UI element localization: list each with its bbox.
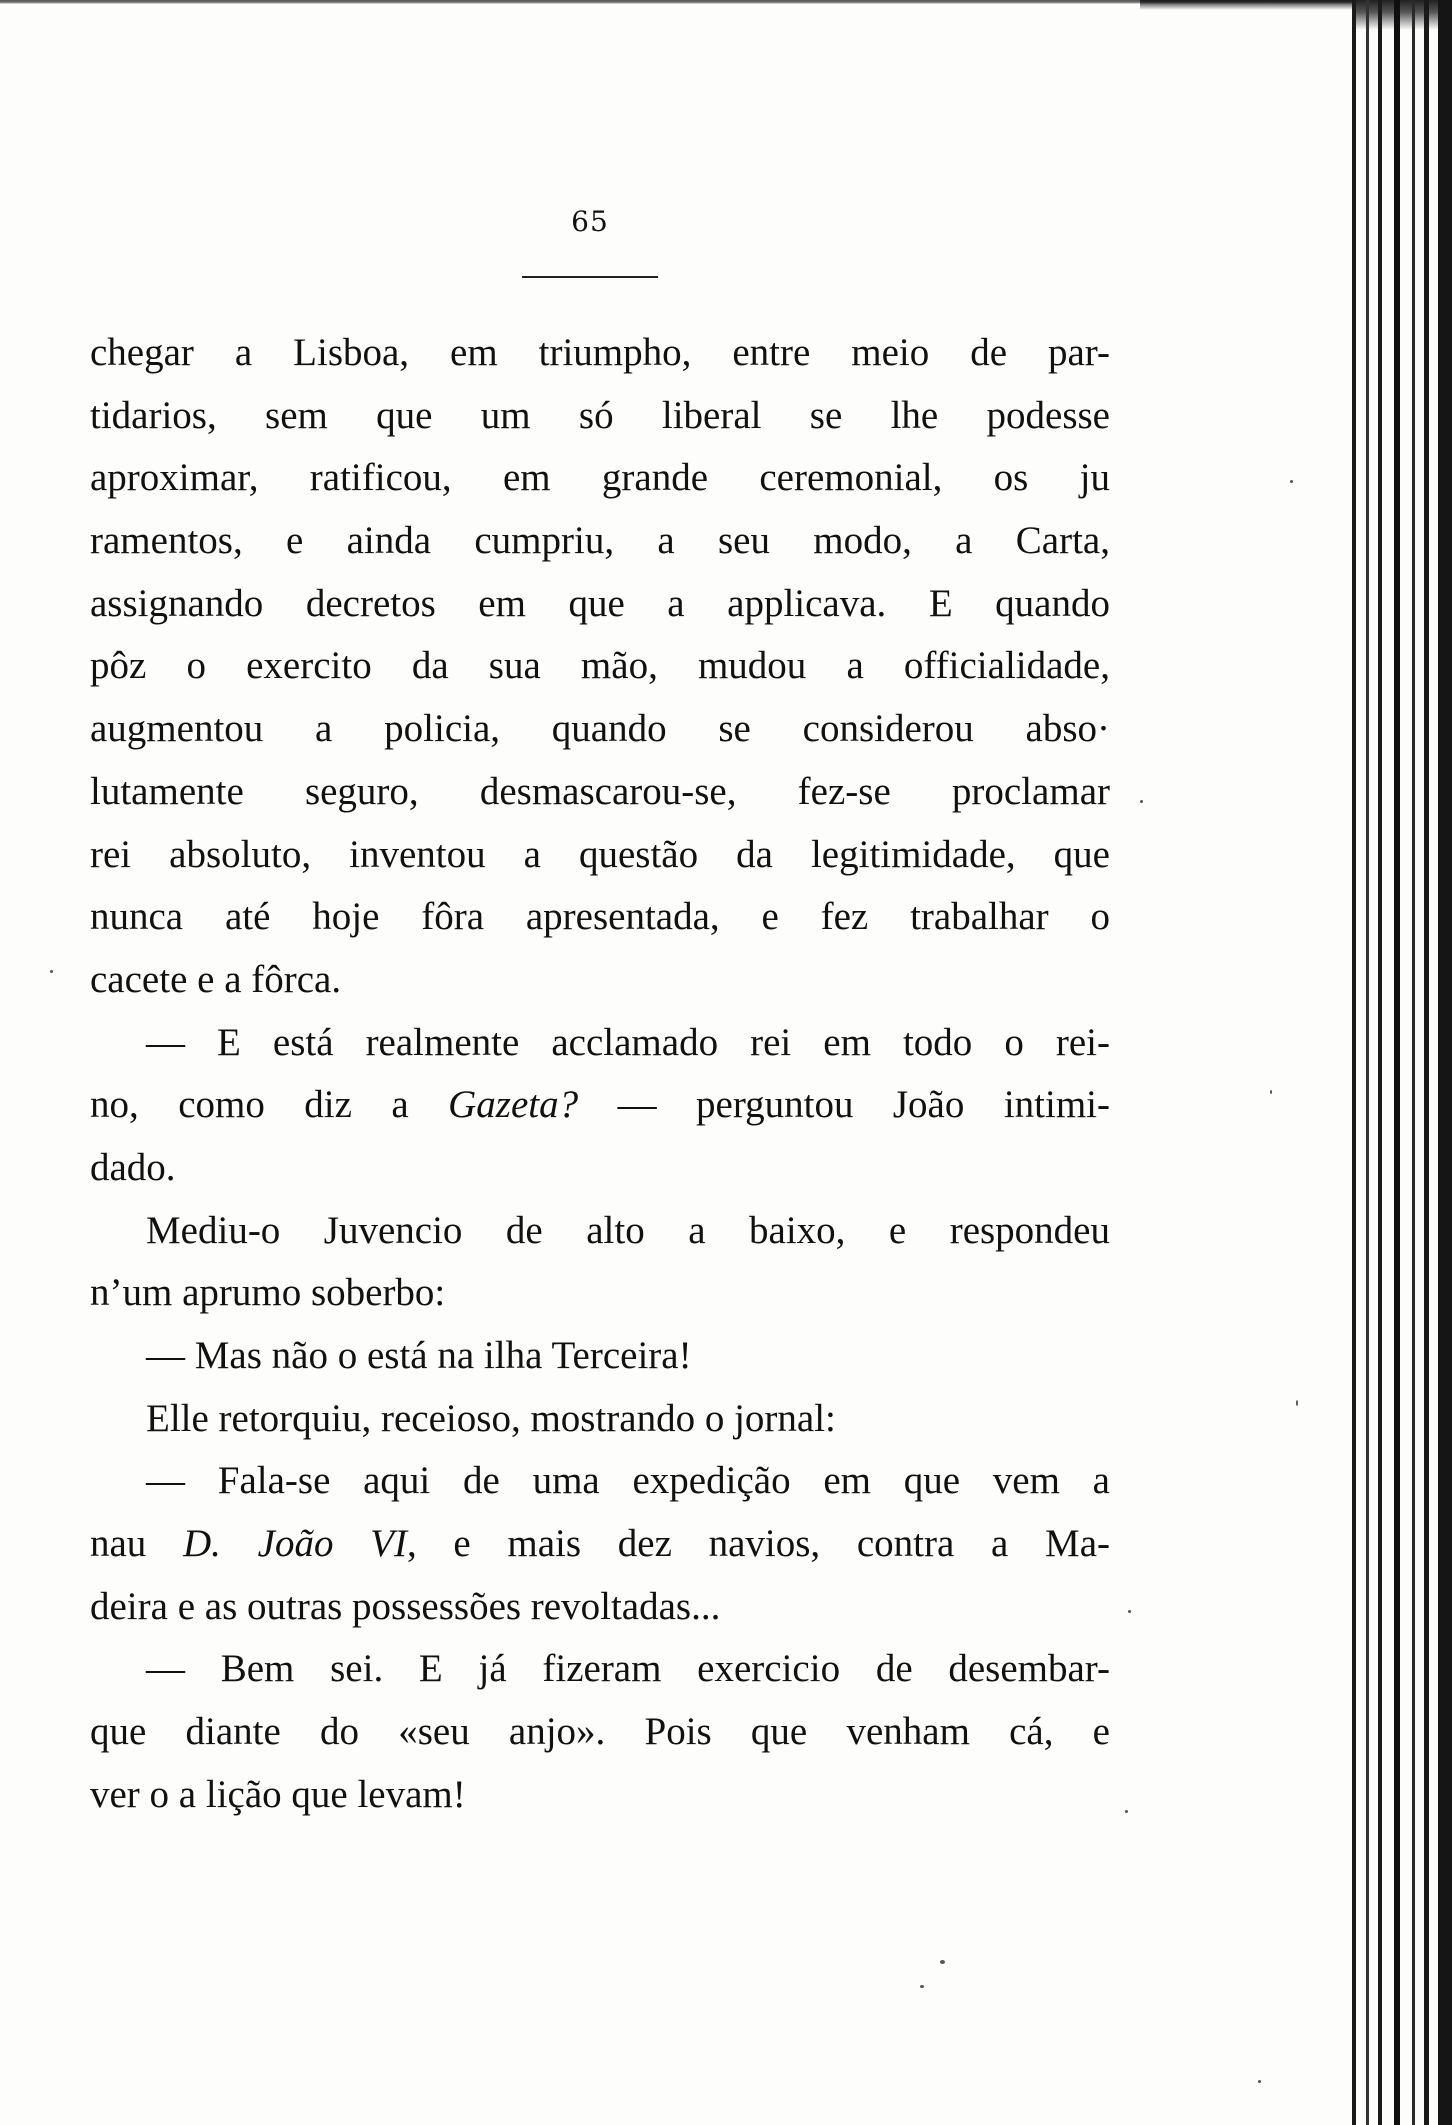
scan-speck: [1258, 2080, 1261, 2083]
text-line: aproximar, ratificou, em grande ceremonial, os ju: [90, 456, 1110, 500]
book-edge-line: [1366, 0, 1369, 2125]
scan-speck: [1140, 800, 1143, 803]
text-line: lutamente seguro, desmascarou-se, fez-se proclamar: [90, 769, 1110, 813]
body-text: [90, 322, 1110, 1827]
text-run-italic: Gazeta?: [448, 1083, 579, 1127]
text-run: nau: [90, 1522, 184, 1566]
text-run-italic: D. João VI: [183, 1522, 407, 1566]
header-rule: [522, 276, 658, 278]
text-line: n’um aprumo soberbo:: [90, 1271, 446, 1315]
text-run: , e mais dez navios, contra a Ma-: [406, 1522, 1110, 1566]
text-line: Elle retorquiu, receioso, mostrando o jornal:: [146, 1396, 836, 1440]
text-line: assignando decretos em que a applicava. E quando: [90, 581, 1110, 625]
scan-top-shadow: [1140, 0, 1370, 10]
text-line: Mediu-o Juvencio de alto a baixo, e respondeu: [146, 1208, 1110, 1252]
text-line-mixed: [90, 1513, 1110, 1576]
text-line: ver o a lição que levam!: [90, 1772, 466, 1816]
scan-speck: [920, 1985, 924, 1988]
text-line: rei absoluto, inventou a questão da legitimidade, que: [90, 832, 1110, 876]
text-line: — Mas não o está na ilha Terceira!: [146, 1334, 692, 1377]
text-line: — Bem sei. E já fizeram exercicio de desembar-: [146, 1647, 1110, 1691]
text-run: — perguntou João intimi-: [578, 1083, 1110, 1127]
text-line: que diante do «seu anjo». Pois que venham cá, e: [90, 1710, 1110, 1754]
page-number: 65: [571, 205, 609, 238]
text-line: — Fala-se aqui de uma expedição em que vem a: [146, 1459, 1110, 1503]
text-run: no, como diz a: [90, 1083, 449, 1127]
text-line: — E está realmente acclamado rei em todo o rei-: [146, 1020, 1110, 1064]
text-line: dado.: [90, 1145, 176, 1189]
scan-speck: [1128, 1610, 1131, 1613]
text-line: tidarios, sem que um só liberal se lhe podesse: [90, 393, 1110, 437]
text-line: pôz o exercito da sua mão, mudou a officialidade,: [90, 644, 1110, 688]
scan-speck: [50, 970, 53, 973]
text-line: cacete e a fôrca.: [90, 957, 342, 1001]
text-line: nunca até hoje fôra apresentada, e fez trabalhar o: [90, 895, 1110, 939]
text-line: ramentos, e ainda cumpriu, a seu modo, a Carta,: [90, 519, 1110, 563]
book-edge-line: [1412, 0, 1415, 2125]
scan-speck: [1125, 1810, 1128, 1813]
text-line: chegar a Lisboa, em triumpho, entre meio de par-: [90, 331, 1110, 374]
scan-speck: [1270, 1090, 1272, 1094]
book-edge-line: [1352, 0, 1356, 2125]
scan-speck: [1296, 1400, 1298, 1406]
book-edge-line: [1424, 0, 1429, 2125]
scan-speck: [1290, 480, 1293, 483]
book-edge-line: [1394, 0, 1400, 2125]
text-line: deira e as outras possessões revoltadas...: [90, 1584, 721, 1628]
scan-speck: [940, 1960, 945, 1964]
text-line-mixed: [90, 1074, 1110, 1137]
book-edge-line: [1378, 0, 1382, 2125]
book-edge-line: [1438, 0, 1452, 2125]
text-line: augmentou a policia, quando se considerou abso·: [90, 707, 1110, 751]
